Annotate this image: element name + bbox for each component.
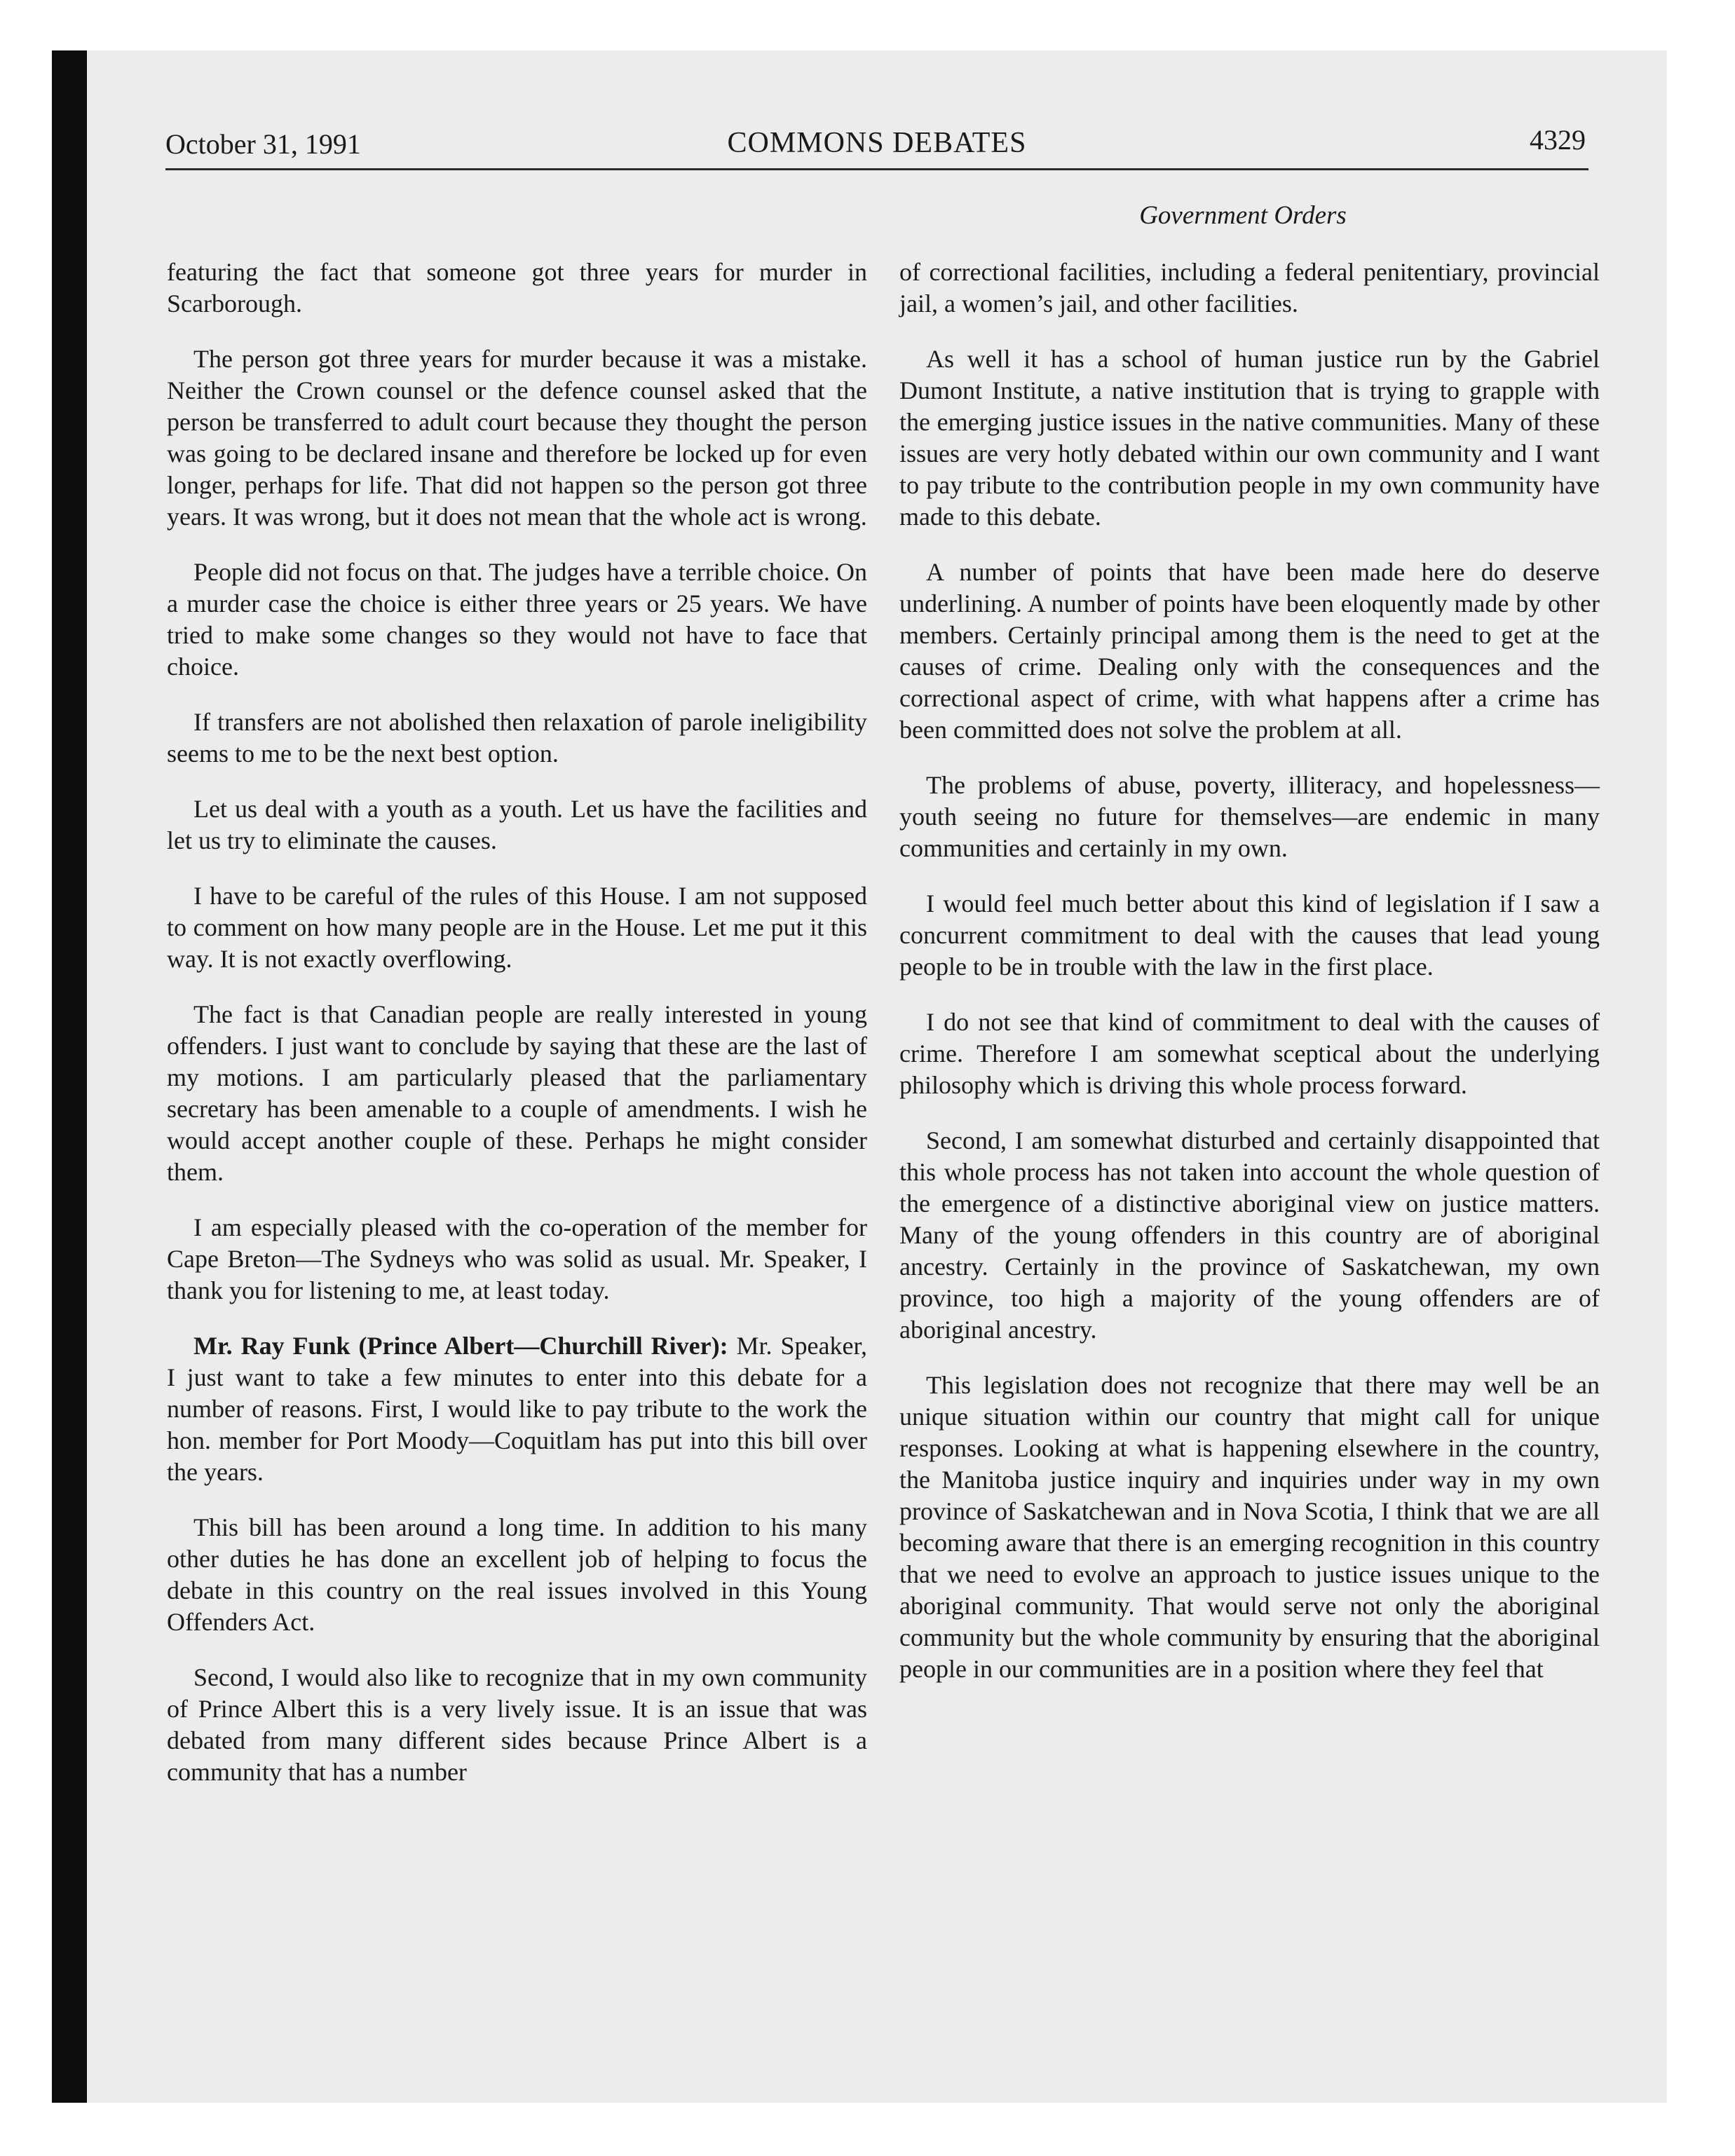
paragraph: I would feel much better about this kind of legislation if I saw a concurrent commitment to deal with the causes that lead young people to be in trouble with the law in the first place. <box>899 889 1600 981</box>
paragraph: As well it has a school of human justice run by the Gabriel Dumont Institute, a native institution that is trying to grapple with the emerging justice issues in the native communities. Many of these issues are very hotly debated within our own community and I want to pay tribute to the contribution people in my own community have made to this debate. <box>899 345 1600 531</box>
paragraph: This legislation does not recognize that there may well be an unique situation within our country that might call for unique responses. Looking at what is happening elsewhere in the country, the Manitoba justice inquiry and inquiries under way in my own province of Saskatchewan and in Nova Scotia, I think that we are all becoming aware that there is an emerging recognition in this country that we need to evolve an approach to justice issues unique to the aboriginal community. That would serve not only the aboriginal community but the whole community by ensuring that the aboriginal people in our communities are in a position where they feel that <box>899 1371 1600 1683</box>
paragraph: Second, I am somewhat disturbed and certainly disappointed that this whole process has not taken into account the whole question of the emergence of a distinctive aboriginal view on justice matters. Many of the young offenders in this country are of aboriginal ancestry. Certainly in the province of Saskatchewan, my own province, too high a majority of the young offenders are of aboriginal ancestry. <box>899 1126 1600 1344</box>
paragraph: A number of points that have been made here do deserve underlining. A number of points have been eloquently made by other members. Certainly principal among them is the need to get at the causes of crime. Dealing only with the consequences and the correctional aspect of crime, with what happens after a crime has been committed does not solve the problem at all. <box>899 558 1600 744</box>
paragraph: I do not see that kind of commitment to deal with the causes of crime. Therefore I am somewhat sceptical about the underlying philosophy which is driving this whole process forward. <box>899 1008 1600 1099</box>
paragraph: If transfers are not abolished then relaxation of parole ineligibility seems to me to be the next best option. <box>167 708 867 767</box>
running-header <box>165 125 1588 170</box>
paragraph: featuring the fact that someone got three years for murder in Scarborough. <box>167 258 867 318</box>
speech-paragraph <box>167 1330 867 1488</box>
speech-text: Mr. Speaker, I just want to take a few minutes to enter into this debate for a number of reasons. First, I would like to pay tribute to the work the hon. member for Port Moody—Coquitlam has put into this bill over the years. <box>167 1332 867 1486</box>
right-column <box>899 257 1600 1709</box>
paragraph: Second, I would also like to recognize that in my own community of Prince Albert this is a very lively issue. It is an issue that was debated from many different sides because Prince Albert is a community that has a number <box>167 1663 867 1786</box>
paragraph: I have to be careful of the rules of this House. I am not supposed to comment on how many people are in the House. Let me put it this way. It is not exactly overflowing. <box>167 882 867 973</box>
page-number: 4329 <box>1530 124 1586 156</box>
section-label: Government Orders <box>1139 201 1347 230</box>
paragraph: This bill has been around a long time. In addition to his many other duties he has done an excellent job of helping to focus the debate in this country on the real issues involved in this Young Offenders Act. <box>167 1513 867 1636</box>
paragraph: The person got three years for murder because it was a mistake. Neither the Crown counsel or the defence counsel asked that the person be transferred to adult court because they thought the person was going to be declared insane and therefore be locked up for even longer, perhaps for life. That did not happen so the person got three years. It was wrong, but it does not mean that the whole act is wrong. <box>167 345 867 531</box>
header-date: October 31, 1991 <box>165 128 361 160</box>
scan-edge-bar <box>52 50 87 2103</box>
paragraph: of correctional facilities, including a federal penitentiary, provincial jail, a women’s jail, and other facilities. <box>899 258 1600 318</box>
paragraph: Let us deal with a youth as a youth. Let us have the facilities and let us try to eliminate the causes. <box>167 795 867 854</box>
paragraph: The fact is that Canadian people are really interested in young offenders. I just want to conclude by saying that these are the last of my motions. I am particularly pleased that the parliamentary secretary has been amenable to a couple of amendments. I wish he would accept another couple of these. Perhaps he might consider them. <box>167 1000 867 1186</box>
header-title: COMMONS DEBATES <box>727 127 1027 159</box>
left-column <box>167 257 867 1812</box>
paragraph: The problems of abuse, poverty, illiteracy, and hopelessness—youth seeing no future for themselves—are endemic in many communities and certainly in my own. <box>899 771 1600 862</box>
paragraph: People did not focus on that. The judges have a terrible choice. On a murder case the choice is either three years or 25 years. We have tried to make some changes so they would not have to face that choice. <box>167 558 867 681</box>
paragraph: I am especially pleased with the co-operation of the member for Cape Breton—The Sydneys who was solid as usual. Mr. Speaker, I thank you for listening to me, at least today. <box>167 1213 867 1304</box>
speaker-name: Mr. Ray Funk (Prince Albert—Churchill River): <box>193 1332 728 1360</box>
